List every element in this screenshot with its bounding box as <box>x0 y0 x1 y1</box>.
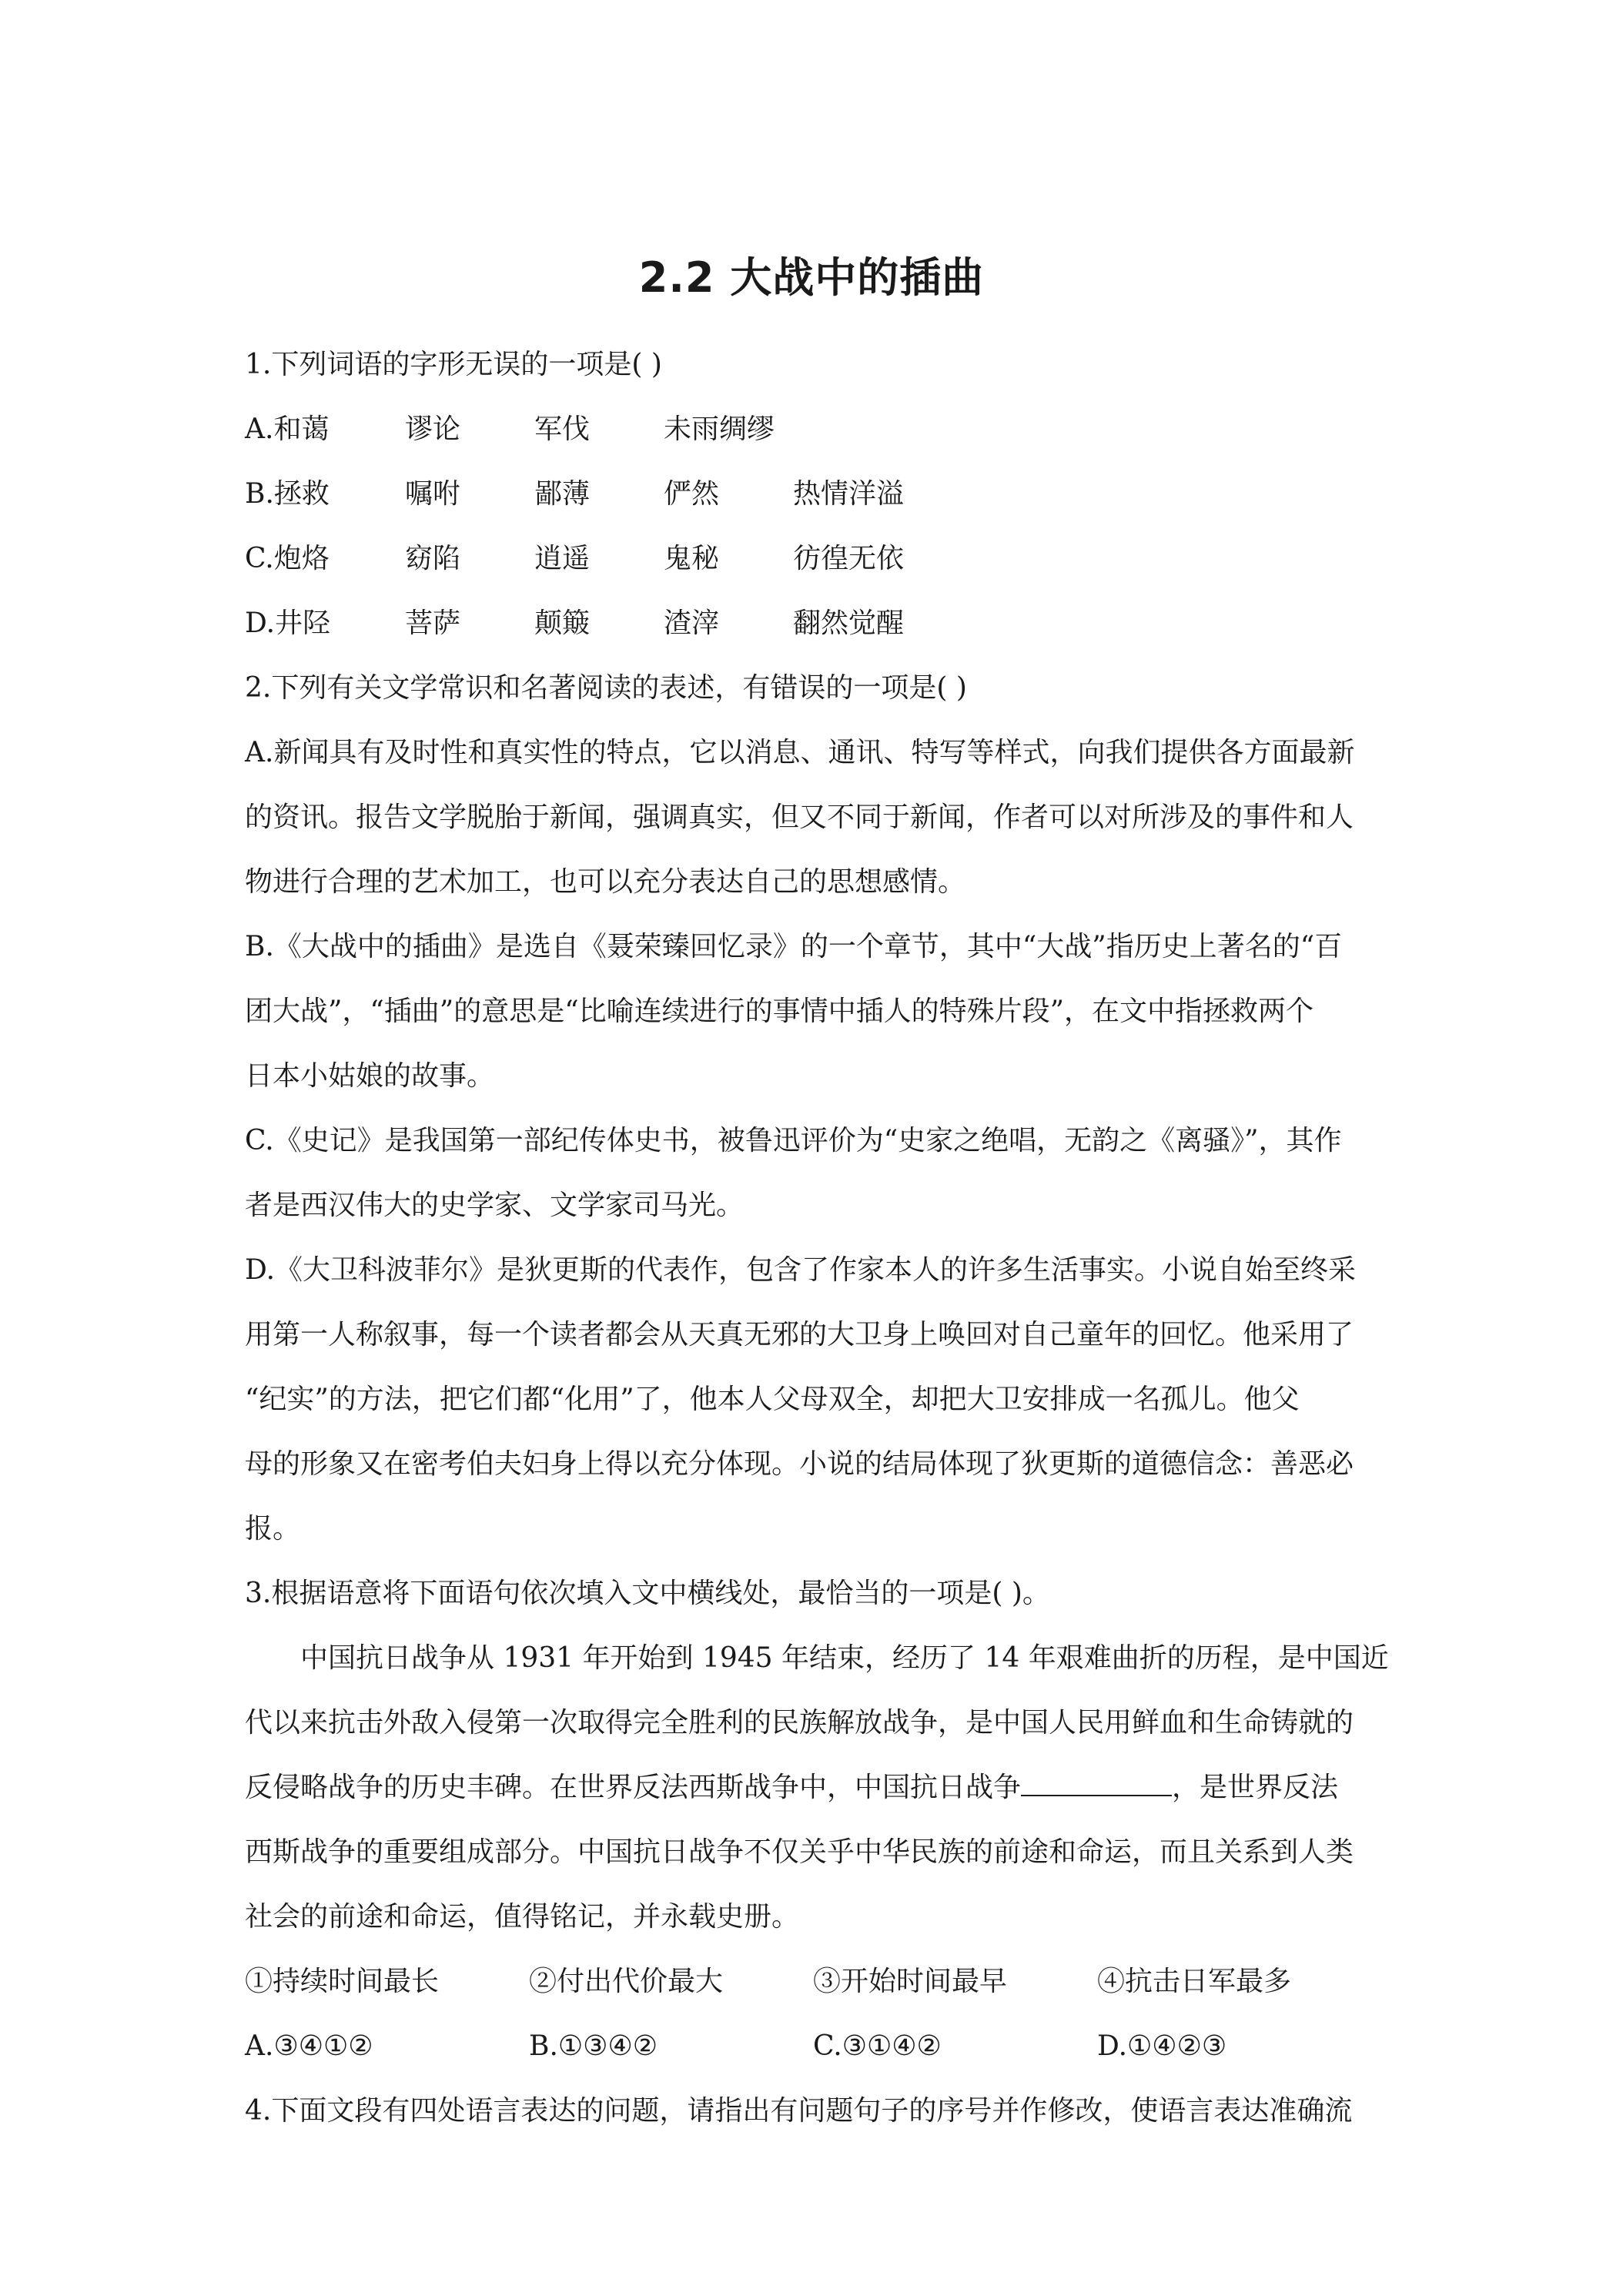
word: 翻然觉醒 <box>793 607 905 639</box>
q1-stem: 1.下列词语的字形无误的一项是( ) <box>245 349 662 380</box>
word: C.炮烙 <box>245 543 330 574</box>
word: 菩萨 <box>405 607 461 639</box>
word: A.和蔼 <box>245 413 330 445</box>
q3-passage-text: 反侵略战争的历史丰碑。在世界反法西斯战争中，中国抗日战争 <box>245 1772 1022 1803</box>
q3-choice: A.③④①② <box>245 2030 373 2062</box>
q3-passage-text: ，是世界反法 <box>1172 1772 1339 1803</box>
word: 谬论 <box>405 413 461 445</box>
q3-item: ③开始时间最早 <box>813 1966 1008 1997</box>
word: 热情洋溢 <box>793 478 905 510</box>
q2-line: B.《大战中的插曲》是选自《聂荣臻回忆录》的一个章节，其中“大战”指历史上著名的“百 <box>245 931 1343 962</box>
q3-passage-line: 西斯战争的重要组成部分。中国抗日战争不仅关乎中华民族的前途和命运，而且关系到人类 <box>245 1836 1354 1868</box>
q1-option-c <box>245 527 1381 591</box>
q2-line: 团大战”，“插曲”的意思是“比喻连续进行的事情中插人的特殊片段”，在文中指拯救两个 <box>245 996 1314 1027</box>
q3-item: ④抗击日军最多 <box>1097 1966 1292 1997</box>
q3-passage-line: 社会的前途和命运，值得铭记，并永载史册。 <box>245 1901 800 1933</box>
q2-line: 用第一人称叙事，每一个读者都会从天真无邪的大卫身上唤回对自己童年的回忆。他采用了 <box>245 1319 1354 1350</box>
q2-line: 日本小姑娘的故事。 <box>245 1060 495 1092</box>
q1-option-d <box>245 591 1381 656</box>
word: 彷徨无依 <box>793 543 905 574</box>
q2-line: A.新闻具有及时性和真实性的特点，它以消息、通讯、特写等样式，向我们提供各方面最新 <box>245 737 1355 768</box>
word: B.拯救 <box>245 478 330 510</box>
word: 窈陷 <box>405 543 461 574</box>
page-title: 2.2 大战中的插曲 <box>638 253 985 302</box>
q2-line: “纪实”的方法，把它们都“化用”了，他本人父母双全，却把大卫安排成一名孤儿。他父 <box>245 1384 1300 1415</box>
q3-passage-line: 代以来抗击外敌入侵第一次取得完全胜利的民族解放战争，是中国人民用鲜血和生命铸就的 <box>245 1707 1354 1739</box>
q3-items <box>245 1950 1381 2014</box>
word: 颠簸 <box>534 607 591 639</box>
q2-line: 物进行合理的艺术加工，也可以充分表达自己的思想感情。 <box>245 866 966 898</box>
q2-line: 报。 <box>245 1513 301 1545</box>
q3-passage-line <box>245 1755 1381 1820</box>
word: 军伐 <box>534 413 591 445</box>
q3-choice: B.①③④② <box>529 2030 658 2062</box>
q2-line: D.《大卫科波菲尔》是狄更斯的代表作，包含了作家本人的许多生活事实。小说自始至终采 <box>245 1254 1357 1286</box>
q2-line: 者是西汉伟大的史学家、文学家司马光。 <box>245 1190 745 1221</box>
word: 未雨绸缪 <box>664 413 775 445</box>
q2-line: 母的形象又在密考伯夫妇身上得以充分体现。小说的结局体现了狄更斯的道德信念：善恶必 <box>245 1448 1354 1480</box>
q3-choice: C.③①④② <box>813 2030 942 2062</box>
word: 俨然 <box>664 478 720 510</box>
q2-line: C.《史记》是我国第一部纪传体史书，被鲁迅评价为“史家之绝唱，无韵之《离骚》”，其作 <box>245 1125 1342 1156</box>
q3-passage-line: 中国抗日战争从 1931 年开始到 1945 年结束，经历了 14 年艰难曲折的历程，是中国近 <box>300 1642 1389 1674</box>
word: 逍遥 <box>534 543 591 574</box>
q1-option-b <box>245 462 1381 527</box>
q2-stem: 2.下列有关文学常识和名著阅读的表述，有错误的一项是( ) <box>245 672 967 704</box>
fill-blank <box>1021 1764 1172 1796</box>
word: 嘱咐 <box>405 478 461 510</box>
q3-choices <box>245 2014 1381 2079</box>
q3-choice: D.①④②③ <box>1097 2030 1227 2062</box>
word: D.井陉 <box>245 607 331 639</box>
word: 鬼秘 <box>664 543 720 574</box>
document-body <box>245 333 1389 2144</box>
q3-item: ①持续时间最长 <box>245 1966 440 1997</box>
q4-stem: 4.下面文段有四处语言表达的问题，请指出有问题句子的序号并作修改，使语言表达准确流 <box>245 2095 1353 2127</box>
word: 鄙薄 <box>534 478 591 510</box>
q3-stem: 3.根据语意将下面语句依次填入文中横线处，最恰当的一项是( )。 <box>245 1578 1050 1609</box>
word: 渣滓 <box>664 607 720 639</box>
q3-item: ②付出代价最大 <box>529 1966 724 1997</box>
q2-line: 的资讯。报告文学脱胎于新闻，强调真实，但又不同于新闻，作者可以对所涉及的事件和人 <box>245 802 1354 833</box>
q1-option-a <box>245 397 1381 462</box>
